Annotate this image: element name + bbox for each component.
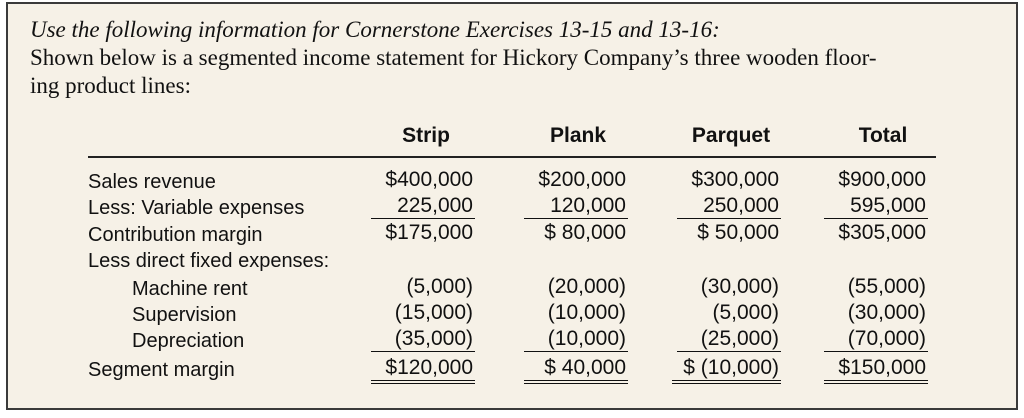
- row-label-sales-revenue: Sales revenue: [88, 171, 216, 193]
- cell-sales-strip: $400,000: [385, 168, 473, 191]
- cell-variable-total: 595,000: [824, 194, 928, 219]
- cell-segment-strip: $120,000: [371, 356, 475, 384]
- row-label-supervision: Supervision: [132, 304, 237, 326]
- cell-variable-plank: 120,000: [524, 194, 628, 219]
- cell-machine-rent-strip: (5,000): [406, 275, 473, 298]
- column-header-plank: Plank: [549, 124, 607, 147]
- header-rule: [88, 156, 936, 158]
- cell-supervision-parquet: (5,000): [712, 301, 779, 324]
- cell-variable-parquet: 250,000: [677, 194, 781, 219]
- row-label-segment-margin: Segment margin: [88, 359, 235, 381]
- cell-contribution-strip: $175,000: [385, 221, 473, 244]
- intro-description-cont: ing product lines:: [30, 73, 191, 98]
- cell-supervision-plank: (10,000): [547, 301, 626, 324]
- cell-supervision-strip: (15,000): [394, 301, 473, 324]
- cell-depreciation-strip: (35,000): [371, 327, 475, 352]
- cell-segment-parquet: $ (10,000): [672, 356, 781, 384]
- cell-supervision-total: (30,000): [847, 301, 926, 324]
- column-header-strip: Strip: [402, 124, 450, 147]
- cell-contribution-plank: $ 80,000: [544, 221, 626, 244]
- cell-depreciation-plank: (10,000): [524, 327, 628, 352]
- cell-depreciation-parquet: (25,000): [677, 327, 781, 352]
- cell-sales-plank: $200,000: [538, 168, 626, 191]
- cell-segment-plank: $ 40,000: [524, 356, 628, 384]
- intro-text: [30, 16, 1000, 100]
- cell-sales-parquet: $300,000: [691, 168, 779, 191]
- cell-contribution-parquet: $ 50,000: [697, 221, 779, 244]
- cell-machine-rent-plank: (20,000): [547, 275, 626, 298]
- row-label-variable-expenses: Less: Variable expenses: [88, 197, 305, 219]
- exercise-box: [6, 2, 1018, 410]
- cell-contribution-total: $305,000: [838, 221, 926, 244]
- row-label-depreciation: Depreciation: [132, 330, 245, 352]
- intro-reference: Use the following information for Cornerstone Exercises 13-15 and 13-16:: [30, 17, 720, 42]
- cell-variable-strip: 225,000: [371, 194, 475, 219]
- cell-depreciation-total: (70,000): [824, 327, 928, 352]
- column-header-parquet: Parquet: [691, 124, 771, 147]
- row-label-direct-fixed-expenses: Less direct fixed expenses:: [88, 250, 330, 272]
- row-label-contribution-margin: Contribution margin: [88, 224, 263, 246]
- row-label-machine-rent: Machine rent: [132, 278, 248, 300]
- intro-description: Shown below is a segmented income statement for Hickory Company’s three wooden floor-: [30, 45, 877, 70]
- cell-machine-rent-parquet: (30,000): [700, 275, 779, 298]
- cell-machine-rent-total: (55,000): [847, 275, 926, 298]
- column-header-total: Total: [858, 124, 908, 147]
- cell-sales-total: $900,000: [838, 168, 926, 191]
- cell-segment-total: $150,000: [824, 356, 928, 384]
